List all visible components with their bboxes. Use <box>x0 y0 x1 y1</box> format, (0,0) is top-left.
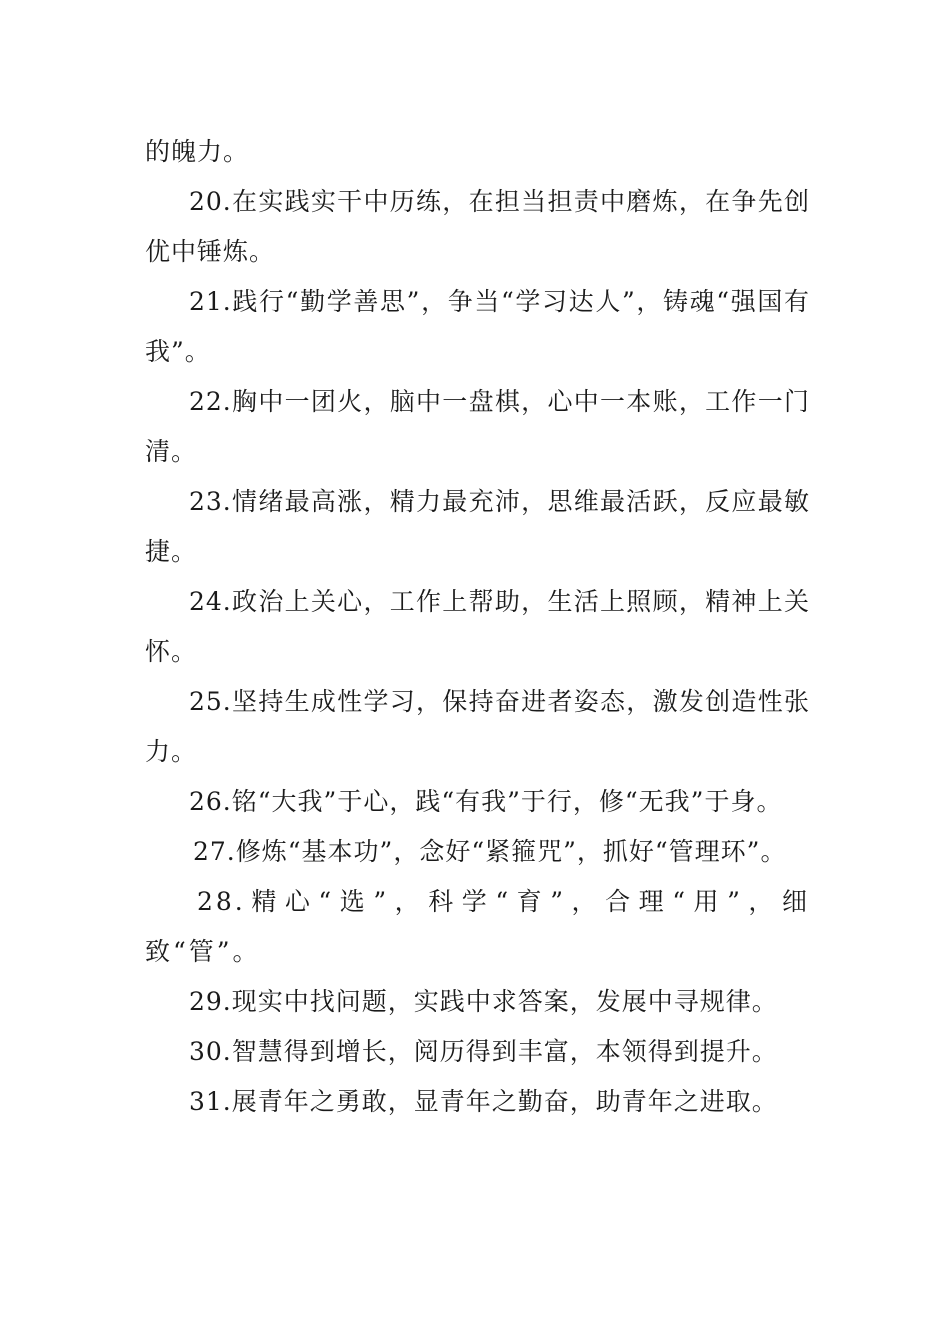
document-body <box>145 127 810 1127</box>
paragraph-item-31: 31.展青年之勇敢，显青年之勤奋，助青年之进取。 <box>189 1087 778 1116</box>
paragraph-item-29: 29.现实中找问题，实践中求答案，发展中寻规律。 <box>189 987 778 1016</box>
paragraph-item-21: 21.践行“勤学善思”，争当“学习达人”，铸魂“强国有我”。 <box>145 287 810 366</box>
paragraph-item-22: 22.胸中一团火，脑中一盘棋，心中一本账，工作一门清。 <box>145 387 810 466</box>
paragraph-item-30: 30.智慧得到增长，阅历得到丰富，本领得到提升。 <box>189 1037 778 1066</box>
paragraph-item-27: 27.修炼“基本功”，念好“紧箍咒”，抓好“管理环”。 <box>193 837 787 866</box>
paragraph-item-24: 24.政治上关心，工作上帮助，生活上照顾，精神上关怀。 <box>145 587 810 666</box>
paragraph-item-26: 26.铭“大我”于心，践“有我”于行，修“无我”于身。 <box>189 787 783 816</box>
paragraph-item-23: 23.情绪最高涨，精力最充沛，思维最活跃，反应最敏捷。 <box>145 487 810 566</box>
paragraph-item-25: 25.坚持生成性学习，保持奋进者姿态，激发创造性张力。 <box>145 687 810 766</box>
paragraph-continuation: 的魄力。 <box>145 137 250 166</box>
paragraph-item-28: 28.精心“选”，科学“育”，合理“用”，细致“管”。 <box>145 887 810 966</box>
paragraph-item-20: 20.在实践实干中历练，在担当担责中磨炼，在争先创优中锤炼。 <box>145 187 810 266</box>
